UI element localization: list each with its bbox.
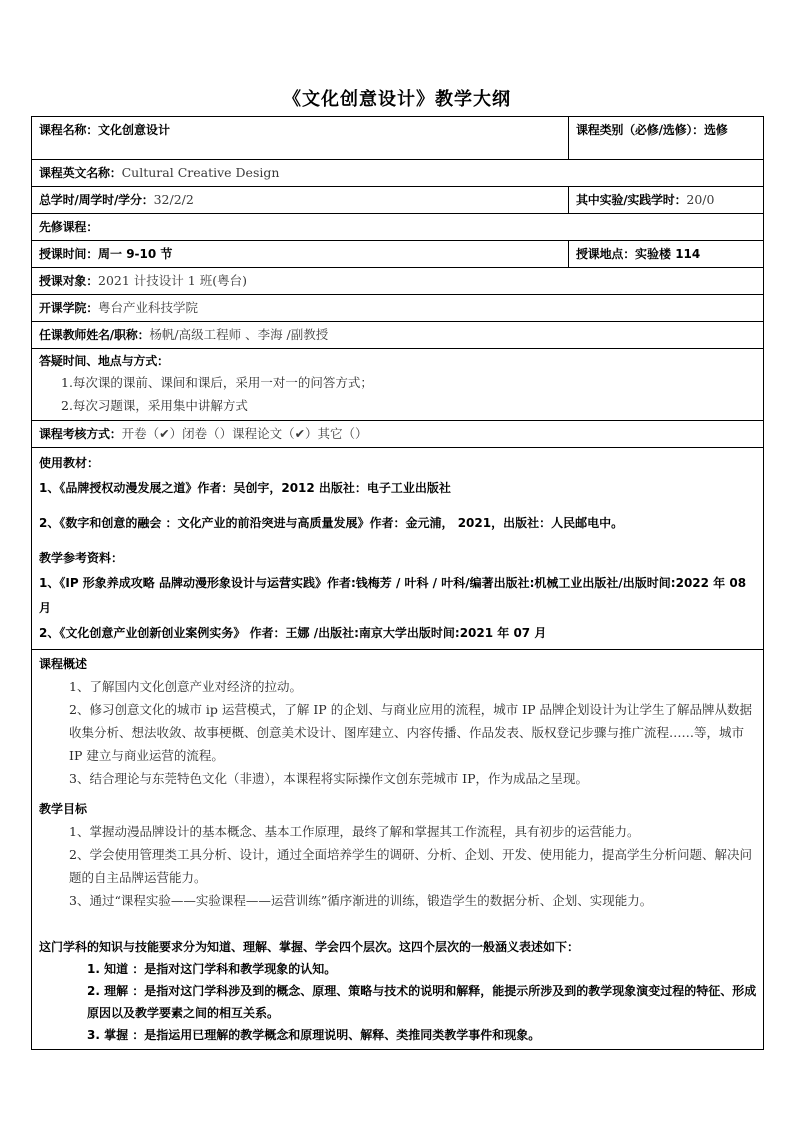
- table-row-teacher: [32, 322, 764, 349]
- page-title: 《文化创意设计》教学大纲: [283, 89, 511, 110]
- reference-item-2: 2、《文化创意产业创新创业案例实务》 作者：王娜 /出版社:南京大学出版时间:2021 年 07 月: [39, 626, 547, 640]
- value-class-time: 周一 9-10 节: [98, 247, 173, 261]
- label-course-overview: 课程概述: [39, 657, 88, 671]
- cell-audience: [32, 268, 764, 295]
- label-course-name-en: 课程英文名称：: [39, 166, 122, 180]
- label-course-name: 课程名称：: [39, 123, 99, 137]
- label-class-time: 授课时间：: [39, 247, 99, 261]
- overview-item-1: 1、了解国内文化创意产业对经济的拉动。: [69, 679, 302, 694]
- label-textbooks: 使用教材：: [39, 456, 100, 470]
- level-item-1: 1. 知道 ：是指对这门学科和教学现象的认知。: [87, 962, 337, 976]
- cell-assessment: [32, 421, 764, 448]
- overview-item-2: 2、修习创意文化的城市 ip 运营模式，了解 IP 的企划、与商业应用的流程，城市 IP 品牌企划设计为让学生了解品牌从数据收集分析、想法收敛、故事梗概、创意美术设计、图库建立、内容传播、作品发表、版权登记步骤与推广流程……等，城市 IP 建立与商业运营的流程。: [69, 702, 752, 763]
- cell-teacher: [32, 322, 764, 349]
- label-prerequisite: 先修课程：: [39, 220, 99, 234]
- table-row-audience: [32, 268, 764, 295]
- value-class-location: 实验楼 114: [635, 247, 701, 261]
- cell-materials: [32, 448, 764, 650]
- table-row-class-time: [32, 241, 764, 268]
- value-lab-hours: 20/0: [686, 192, 715, 207]
- overview-item-3: 3、结合理论与东莞特色文化（非遗），本课程将实际操作文创东莞城市 IP，作为成品之呈现。: [69, 771, 589, 786]
- cell-class-time: [32, 241, 569, 268]
- table-row-overview-goals: [32, 650, 764, 1050]
- course-outline-table: [31, 116, 764, 1050]
- textbook-item-1: 1、《品牌授权动漫发展之道》作者：吴创宇，2012 出版社：电子工业出版社: [39, 481, 451, 495]
- levels-intro: 这门学科的知识与技能要求分为知道、理解、掌握、学会四个层次。这四个层次的一般涵义表述如下：: [39, 940, 580, 954]
- label-class-location: 授课地点：: [576, 247, 636, 261]
- label-audience: 授课对象：: [39, 274, 99, 288]
- value-audience: 2021 计技设计 1 班(粤台): [98, 273, 247, 288]
- textbook-item-2: 2、《数字和创意的融会 ：文化产业的前沿突进与高质量发展》作者：金元浦， 2021，出版社：人民邮电中。: [39, 516, 624, 530]
- label-hours-credits: 总学时/周学时/学分：: [39, 193, 154, 207]
- label-teaching-goals: 教学目标: [39, 802, 88, 816]
- cell-college: [32, 295, 764, 322]
- spacer-3: [39, 790, 757, 798]
- label-teacher: 任课教师姓名/职称：: [39, 328, 150, 342]
- label-assessment: 课程考核方式：: [39, 427, 122, 441]
- label-college: 开课学院：: [39, 301, 99, 315]
- cell-course-name: [32, 117, 569, 160]
- goal-item-3: 3、通过“课程实验——实验课程——运营训练”循序渐进的训练，锻造学生的数据分析、企划、实现能力。: [69, 893, 653, 908]
- cell-lab-hours: [569, 187, 764, 214]
- value-assessment-options: 开卷（✔）闭卷（）课程论文（✔）其它（）: [121, 426, 368, 441]
- spacer-1: [39, 501, 757, 511]
- table-row-assessment: [32, 421, 764, 448]
- qa-item-1: 1.每次课的课前、课间和课后，采用一对一的问答方式；: [61, 375, 373, 390]
- label-course-category: 课程类别（必修/选修）：选修: [576, 123, 728, 137]
- spacer-4: [39, 912, 757, 936]
- cell-course-name-en: [32, 160, 764, 187]
- goal-item-2: 2、学会使用管理类工具分析、设计，通过全面培养学生的调研、分析、企划、开发、使用能力，提高学生分析问题、解决问题的自主品牌运营能力。: [69, 847, 752, 885]
- value-teacher: 杨帆/高级工程师 、李海 /副教授: [149, 327, 329, 342]
- cell-overview-goals: [32, 650, 764, 1050]
- level-item-3: 3. 掌握 ：是指运用已理解的教学概念和原理说明、解释、类推同类教学事件和现象。: [87, 1028, 541, 1042]
- cell-hours-credits: [32, 187, 569, 214]
- value-course-name-en: Cultural Creative Design: [121, 165, 280, 180]
- table-row-course-name-en: [32, 160, 764, 187]
- cell-qa: [32, 349, 764, 421]
- spacer-2: [39, 536, 757, 546]
- cell-course-category: [569, 117, 764, 160]
- table-row-materials: [32, 448, 764, 650]
- goal-item-1: 1、掌握动漫品牌设计的基本概念、基本工作原理，最终了解和掌握其工作流程，具有初步的运营能力。: [69, 824, 640, 839]
- value-course-name: 文化创意设计: [98, 123, 171, 137]
- qa-item-2: 2.每次习题课，采用集中讲解方式: [61, 398, 248, 413]
- value-hours-credits: 32/2/2: [153, 192, 194, 207]
- table-row-prerequisite: [32, 214, 764, 241]
- cell-class-location: [569, 241, 764, 268]
- label-qa: 答疑时间、地点与方式：: [39, 354, 169, 368]
- value-college: 粤台产业科技学院: [98, 300, 199, 315]
- cell-prerequisite: [32, 214, 764, 241]
- table-row-course-name: [32, 117, 764, 160]
- table-row-college: [32, 295, 764, 322]
- reference-item-1: 1、《IP 形象养成攻略 品牌动漫形象设计与运营实践》作者:钱梅芳 / 叶科 / 叶科/编著出版社:机械工业出版社/出版时间:2022 年 08 月: [39, 576, 747, 615]
- table-row-qa: [32, 349, 764, 421]
- label-references: 教学参考资料：: [39, 551, 124, 565]
- label-lab-hours: 其中实验/实践学时：: [576, 193, 687, 207]
- level-item-2: 2. 理解 ：是指对这门学科涉及到的概念、原理、策略与技术的说明和解释，能提示所涉及到的教学现象演变过程的特征、形成原因以及教学要素之间的相互关系。: [87, 984, 757, 1020]
- table-row-hours-credits: [32, 187, 764, 214]
